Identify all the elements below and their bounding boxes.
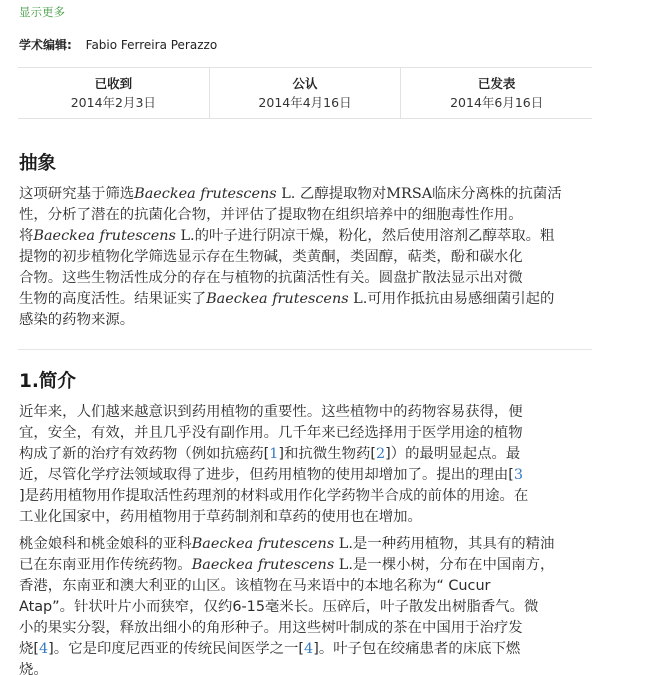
date-accepted-value: 2014年4月16日 bbox=[258, 95, 352, 110]
text-run: L. 乙醇提取物对MRSA临床分离株的抗菌活 bbox=[276, 186, 562, 202]
intro-line: 烧。 bbox=[19, 662, 48, 675]
publication-dates-table bbox=[18, 67, 592, 119]
text-run: 这项研究基于筛选 bbox=[19, 186, 135, 202]
introduction-heading: 1.简介 bbox=[19, 371, 76, 392]
show-more-link[interactable]: 显示更多 bbox=[19, 5, 65, 19]
text-run: 近，尽管化学疗法领域取得了进步，但药用植物的使用却增加了。提出的理由[ bbox=[19, 467, 514, 483]
text-run: 将 bbox=[19, 228, 34, 244]
abstract-line: 合物。这些生物活性成分的存在与植物的抗菌活性有关。圆盘扩散法显示出对微 bbox=[19, 270, 523, 286]
academic-editor-row bbox=[19, 36, 217, 53]
date-received bbox=[18, 68, 209, 118]
intro-line: 小的果实分裂，释放出细小的角形种子。用这些树叶制成的茶在中国用于治疗发 bbox=[19, 620, 523, 636]
reference-link-2[interactable]: 2 bbox=[376, 446, 386, 462]
text-run: 桃金娘科和桃金娘科的亚科 bbox=[19, 536, 192, 552]
academic-editor-label: 学术编辑: bbox=[19, 38, 72, 52]
species-name: Baeckea frutescens bbox=[191, 536, 335, 552]
text-run: 已在东南亚用作传统药物。 bbox=[19, 557, 192, 573]
abstract-heading: 抽象 bbox=[19, 153, 57, 174]
date-received-label: 已收到 bbox=[94, 76, 133, 91]
intro-line bbox=[19, 444, 593, 465]
date-accepted-label: 公认 bbox=[292, 76, 318, 91]
text-run: L.是一种药用植物，其具有的精油 bbox=[334, 536, 555, 552]
date-received-value: 2014年2月3日 bbox=[70, 95, 156, 110]
text-run: ]和抗微生物药[ bbox=[278, 446, 376, 462]
intro-line bbox=[19, 465, 593, 486]
intro-line: 工业化国家中，药用植物用于草药制剂和草药的使用也在增加。 bbox=[19, 509, 422, 525]
intro-line bbox=[19, 555, 593, 576]
intro-line: 宜，安全，有效，并且几乎没有副作用。几千年来已经选择用于医学用途的植物 bbox=[19, 425, 523, 441]
reference-link-4[interactable]: 4 bbox=[39, 641, 49, 657]
abstract-paragraph bbox=[19, 184, 593, 331]
species-name: Baeckea frutescens bbox=[206, 291, 349, 307]
intro-line bbox=[19, 639, 593, 660]
abstract-line bbox=[19, 226, 593, 247]
intro-line: ]是药用植物用作提取活性药理剂的材料或用作化学药物半合成的前体的用途。在 bbox=[19, 488, 529, 504]
text-run: 烧[ bbox=[19, 641, 40, 657]
reference-link-1[interactable]: 1 bbox=[269, 446, 279, 462]
date-published bbox=[400, 68, 592, 118]
introduction-paragraph-2 bbox=[19, 534, 593, 675]
intro-line: 近年来，人们越来越意识到药用植物的重要性。这些植物中的药物容易获得，便 bbox=[19, 404, 523, 420]
intro-line: 香港，东南亚和澳大利亚的山区。该植物在马来语中的本地名称为“ Cucur bbox=[19, 578, 491, 594]
intro-line: Atap”。针状叶片小而狭窄，仅约6-15毫米长。压碎后，叶子散发出树脂香气。微 bbox=[19, 599, 539, 615]
abstract-line: 提物的初步植物化学筛选显示存在生物碱，类黄酮，类固醇，萜类，酚和碳水化 bbox=[19, 249, 523, 265]
text-run: L.的叶子进行阴凉干燥，粉化，然后使用溶剂乙醇萃取。粗 bbox=[175, 228, 555, 244]
species-name: Baeckea frutescens bbox=[134, 186, 277, 202]
academic-editor-name: Fabio Ferreira Perazzo bbox=[85, 38, 218, 52]
date-accepted bbox=[209, 68, 401, 118]
species-name: Baeckea frutescens bbox=[191, 557, 335, 573]
reference-link-3[interactable]: 3 bbox=[513, 467, 524, 483]
text-run: 构成了新的治疗有效药物（例如抗癌药[ bbox=[19, 446, 270, 462]
text-run: L.是一棵小树，分布在中国南方， bbox=[334, 557, 555, 573]
abstract-line bbox=[19, 184, 593, 205]
intro-line bbox=[19, 534, 593, 555]
abstract-line: 感染的药物来源。 bbox=[19, 312, 135, 328]
species-name: Baeckea frutescens bbox=[33, 228, 176, 244]
abstract-line: 性，分析了潜在的抗菌化合物，并评估了提取物在组织培养中的细胞毒性作用。 bbox=[19, 207, 523, 223]
date-published-value: 2014年6月16日 bbox=[450, 95, 544, 110]
section-divider bbox=[18, 349, 592, 350]
text-run: 生物的高度活性。结果证实了 bbox=[19, 291, 207, 307]
date-published-label: 已发表 bbox=[477, 76, 516, 91]
text-run: ]）的最明显起点。最 bbox=[385, 446, 521, 462]
text-run: L.可用作抵抗由易感细菌引起的 bbox=[348, 291, 555, 307]
text-run: ]。它是印度尼西亚的传统民间医学之一[ bbox=[48, 641, 305, 657]
reference-link-4b[interactable]: 4 bbox=[304, 641, 314, 657]
text-run: ]。叶子包在绞痛患者的床底下燃 bbox=[313, 641, 521, 657]
abstract-line bbox=[19, 289, 593, 310]
introduction-paragraph-1 bbox=[19, 402, 593, 528]
